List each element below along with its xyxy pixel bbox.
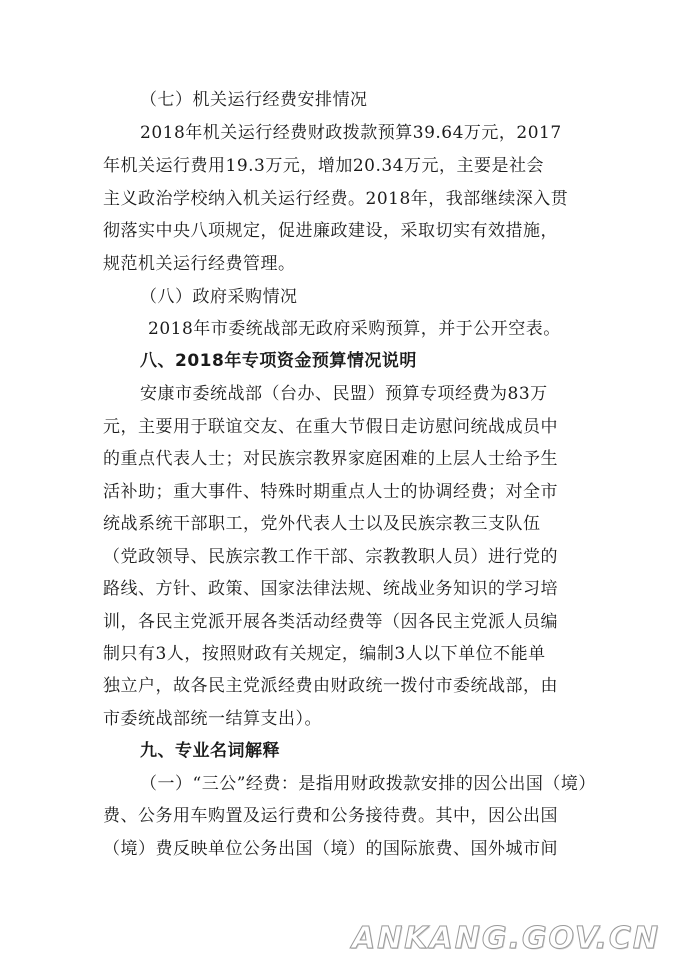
paragraph-line: （党政领导、民族宗教工作干部、宗教教职人员）进行党的	[103, 547, 558, 567]
heading-seven: （七）机关运行经费安排情况	[140, 90, 368, 110]
paragraph-line: 费、公务用车购置及运行费和公务接待费。其中，因公出国	[103, 806, 558, 826]
paragraph-line: 元，主要用于联谊交友、在重大节假日走访慰问统战成员中	[103, 417, 558, 437]
paragraph-line: 主义政治学校纳入机关运行经费。2018年，我部继续深入贯	[103, 189, 569, 209]
paragraph-line: 规范机关运行经费管理。	[103, 254, 296, 274]
section-heading-eight: 八、2018年专项资金预算情况说明	[140, 351, 417, 371]
paragraph-line: 训，各民主党派开展各类活动经费等（因各民主党派人员编	[103, 612, 558, 632]
paragraph-line: 2018年市委统战部无政府采购预算，并于公开空表。	[148, 319, 561, 339]
paragraph-line: 制只有3人，按照财政有关规定，编制3人以下单位不能单	[103, 644, 546, 664]
paragraph-line: 统战系统干部职工，党外代表人士以及民族宗教三支队伍	[103, 514, 541, 534]
paragraph-line: 彻落实中央八项规定，促进廉政建设，采取切实有效措施，	[103, 221, 558, 241]
paragraph-line: 活补助；重大事件、特殊时期重点人士的协调经费；对全市	[103, 482, 558, 502]
paragraph-line: 年机关运行费用19.3万元，增加20.34万元，主要是社会	[103, 156, 545, 176]
heading-eight-sub: （八）政府采购情况	[140, 287, 298, 307]
paragraph-line: （境）费反映单位公务出国（境）的国际旅费、国外城市间	[103, 839, 558, 859]
paragraph-line: 安康市委统战部（台办、民盟）预算专项经费为83万	[140, 384, 548, 404]
paragraph-line: 市委统战部统一结算支出）。	[103, 709, 322, 729]
paragraph-line: 路线、方针、政策、国家法律法规、统战业务知识的学习培	[103, 579, 558, 599]
paragraph-line: （一）“三公”经费：是指用财政拨款安排的因公出国（境）	[140, 774, 596, 794]
site-watermark: ANKANG.GOV.CN	[351, 921, 660, 956]
paragraph-line: 的重点代表人士；对民族宗教界家庭困难的上层人士给予生	[103, 449, 558, 469]
paragraph-line: 独立户，故各民主党派经费由财政统一拨付市委统战部，由	[103, 676, 558, 696]
paragraph-line: 2018年机关运行经费财政拨款预算39.64万元，2017	[140, 123, 562, 143]
section-heading-nine: 九、专业名词解释	[140, 741, 280, 761]
